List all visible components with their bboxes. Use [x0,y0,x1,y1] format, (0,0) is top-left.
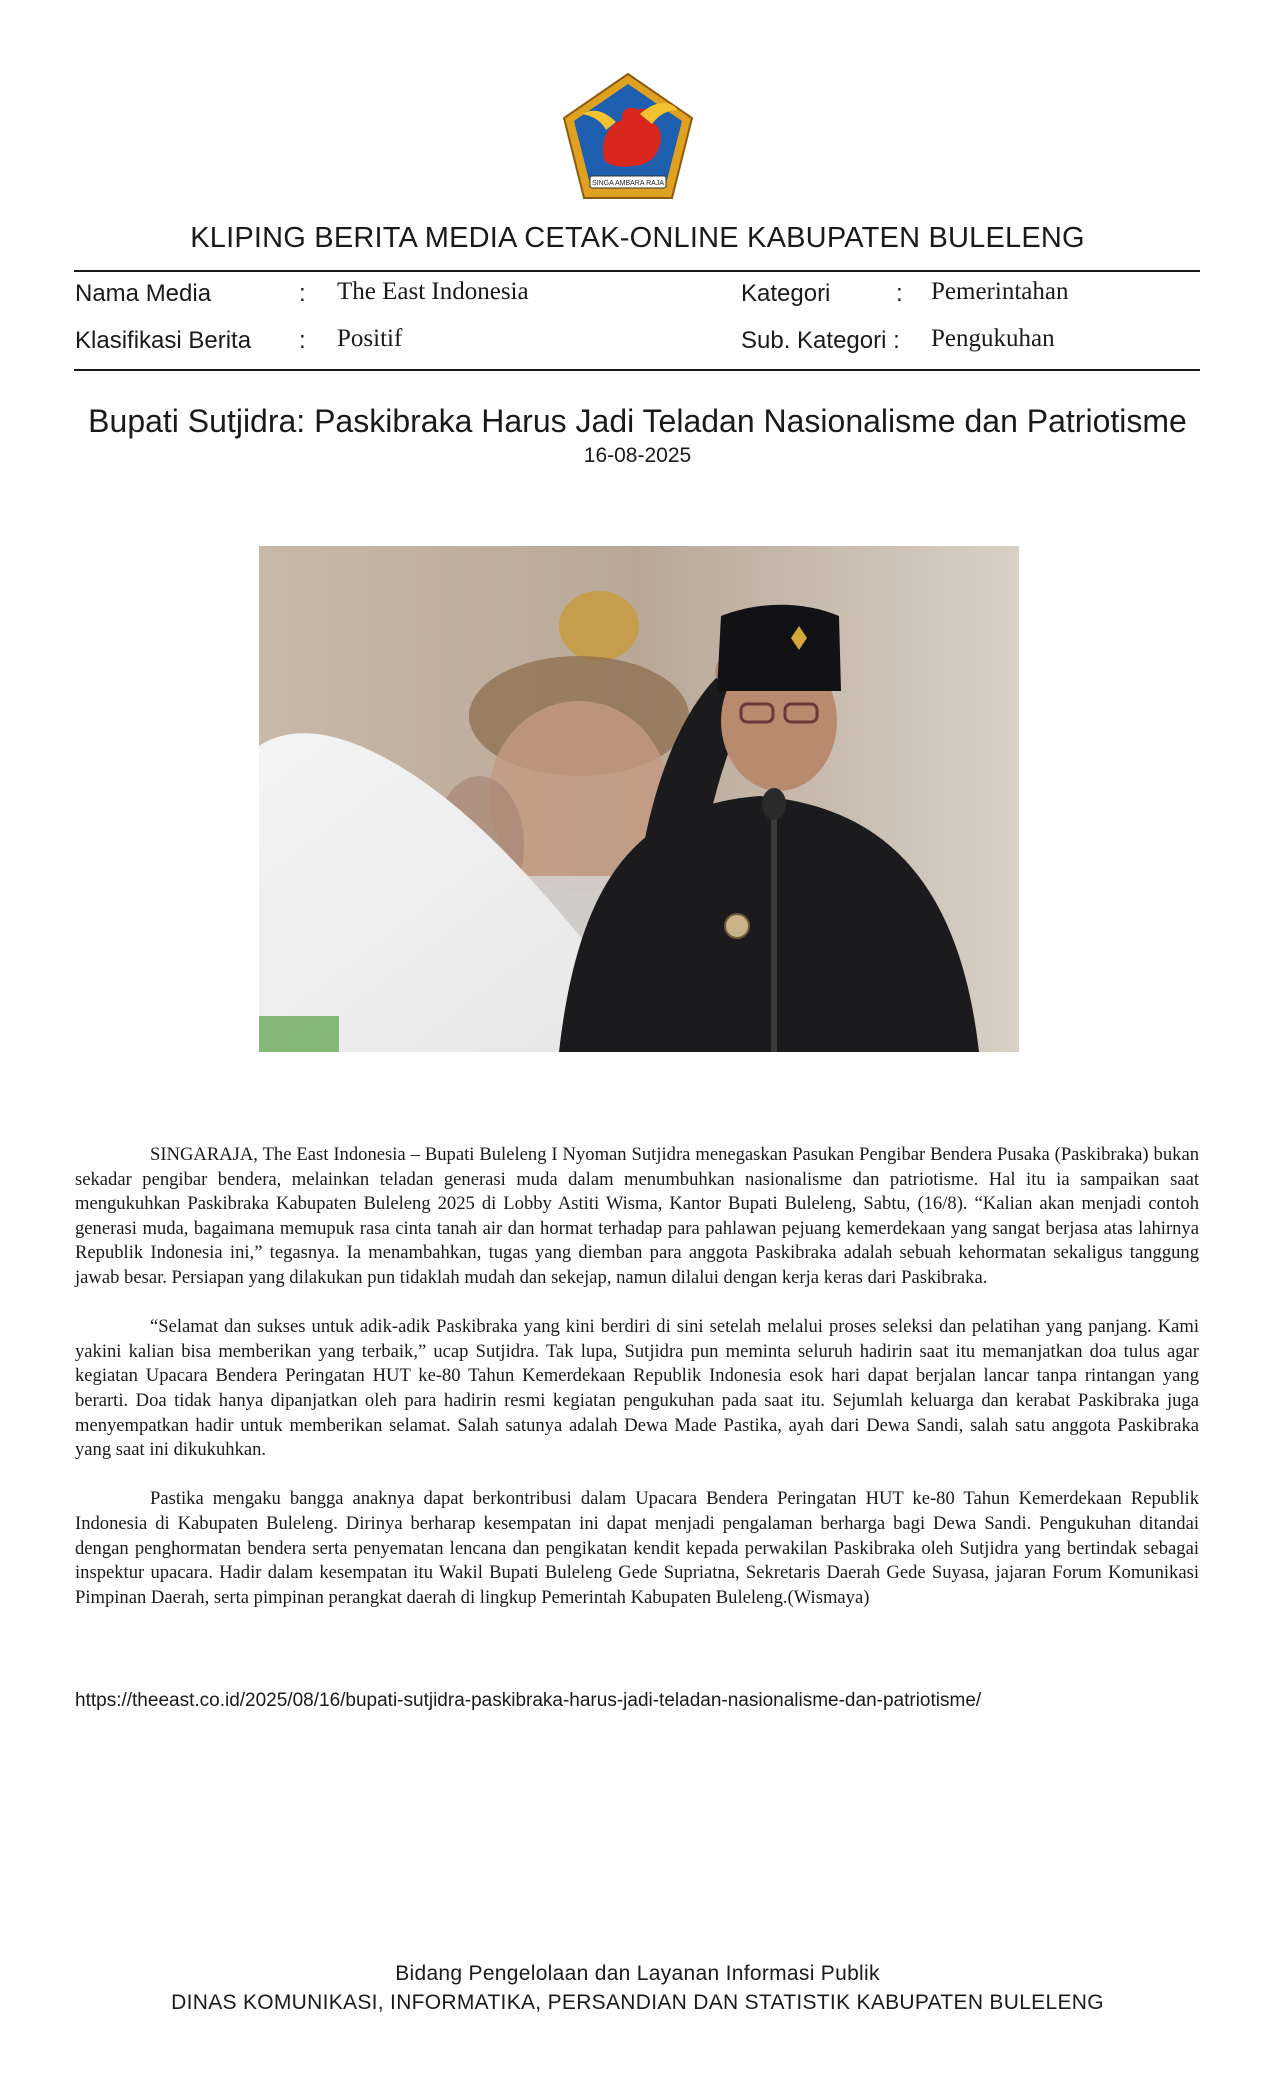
article-headline: Bupati Sutjidra: Paskibraka Harus Jadi Teladan Nasionalisme dan Patriotisme [88,403,1187,439]
article-paragraph: “Selamat dan sukses untuk adik-adik Paskibraka yang kini berdiri di sini setelah melalui proses seleksi dan pelatihan yang panjang. Kami yakini kalian bisa memberikan yang terbaik,” ucap Sutjidra. Tak lupa, Sutjidra pun meminta seluruh hadirin saat itu memanjatkan doa tulus agar kegiatan Upacara Bendera Peringatan HUT ke-80 Tahun Kemerdekaan Republik Indonesia esok hari dapat berjalan lancar tanpa rintangan yang berarti. Doa tidak hanya dipanjatkan oleh para hadirin resmi kegiatan pengukuhan pada saat itu. Sejumlah keluarga dan kerabat Paskibraka juga menyempatkan hadir untuk memberikan selamat. Salah satunya adalah Dewa Made Pastika, ayah dari Dewa Sandi, salah satu anggota Paskibraka yang saat ini dikukuhkan. [75,1316,1199,1461]
classification-colon: : [299,327,306,354]
media-value: The East Indonesia [337,278,529,305]
photo-regent-saluting-icon [259,546,1019,1052]
article-paragraph: Pastika mengaku bangga anaknya dapat berkontribusi dalam Upacara Bendera Peringatan HUT ke-80 Tahun Kemerdekaan Republik Indonesia di Kabupaten Buleleng. Dirinya berharap kesempatan ini dapat menjadi pengalaman berharga bagi Dewa Sandi. Pengukuhan ditandai dengan penghormatan bendera serta penyematan lencana dan pengikatan kendit kepada perwakilan Paskibraka oleh Sutjidra yang bertindak sebagai inspektur upacara. Hadir dalam kesempatan itu Wakil Bupati Buleleng Gede Supriatna, Sekretaris Daerah Gede Suyasa, jajaran Forum Komunikasi Pimpinan Daerah, serta pimpinan perangkat daerah di lingkup Pemerintah Kabupaten Buleleng.(Wismaya) [75,1488,1199,1608]
article-date: 16-08-2025 [583,444,692,467]
footer-agency: DINAS KOMUNIKASI, INFORMATIKA, PERSANDIAN DAN STATISTIK KABUPATEN BULELENG [171,1991,1104,2014]
top-rule [74,270,1200,272]
article-paragraph: SINGARAJA, The East Indonesia – Bupati Buleleng I Nyoman Sutjidra menegaskan Pasukan Pengibar Bendera Pusaka (Paskibraka) bukan sekadar pengibar bendera, melainkan teladan generasi muda dalam menumbuhkan nasionalisme dan patriotisme. Hal itu ia sampaikan saat mengukuhkan Paskibraka Kabupaten Buleleng 2025 di Lobby Astiti Wisma, Kantor Bupati Buleleng, Sabtu, (16/8). “Kalian akan menjadi contoh generasi muda, bagaimana memupuk rasa cinta tanah air dan hormat terhadap para pahlawan pejuang kemerdekaan yang sangat berjasa atas lahirnya Republik Indonesia ini,” tegasnya. Ia menambahkan, tugas yang diemban para anggota Paskibraka adalah sebuah kehormatan sekaligus tanggung jawab besar. Persiapan yang dilakukan pun tidaklah mudah dan sekejap, namun dilalui dengan kerja keras dari Paskibraka. [75,1144,1199,1288]
svg-text:SINGA AMBARA RAJA: SINGA AMBARA RAJA [592,180,664,187]
category-value: Pemerintahan [931,278,1069,305]
document-title: KLIPING BERITA MEDIA CETAK-ONLINE KABUPATEN BULELENG [190,222,1085,254]
subcategory-label: Sub. Kategori : [741,327,900,354]
media-label: Nama Media [75,280,212,307]
category-colon: : [896,280,903,307]
article-body [75,1143,1199,1635]
subcategory-value: Pengukuhan [931,325,1055,352]
media-colon: : [299,280,306,307]
category-label: Kategori [741,280,831,307]
buleleng-regency-emblem-icon [560,70,696,202]
bottom-rule [74,369,1200,371]
source-link[interactable]: https://theeast.co.id/2025/08/16/bupati-sutjidra-paskibraka-harus-jadi-teladan-nasionalisme-dan-patriotisme/ [75,1690,982,1711]
classification-label: Klasifikasi Berita [75,327,252,354]
footer-division: Bidang Pengelolaan dan Layanan Informasi Publik [395,1962,880,1985]
classification-value: Positif [337,325,403,352]
